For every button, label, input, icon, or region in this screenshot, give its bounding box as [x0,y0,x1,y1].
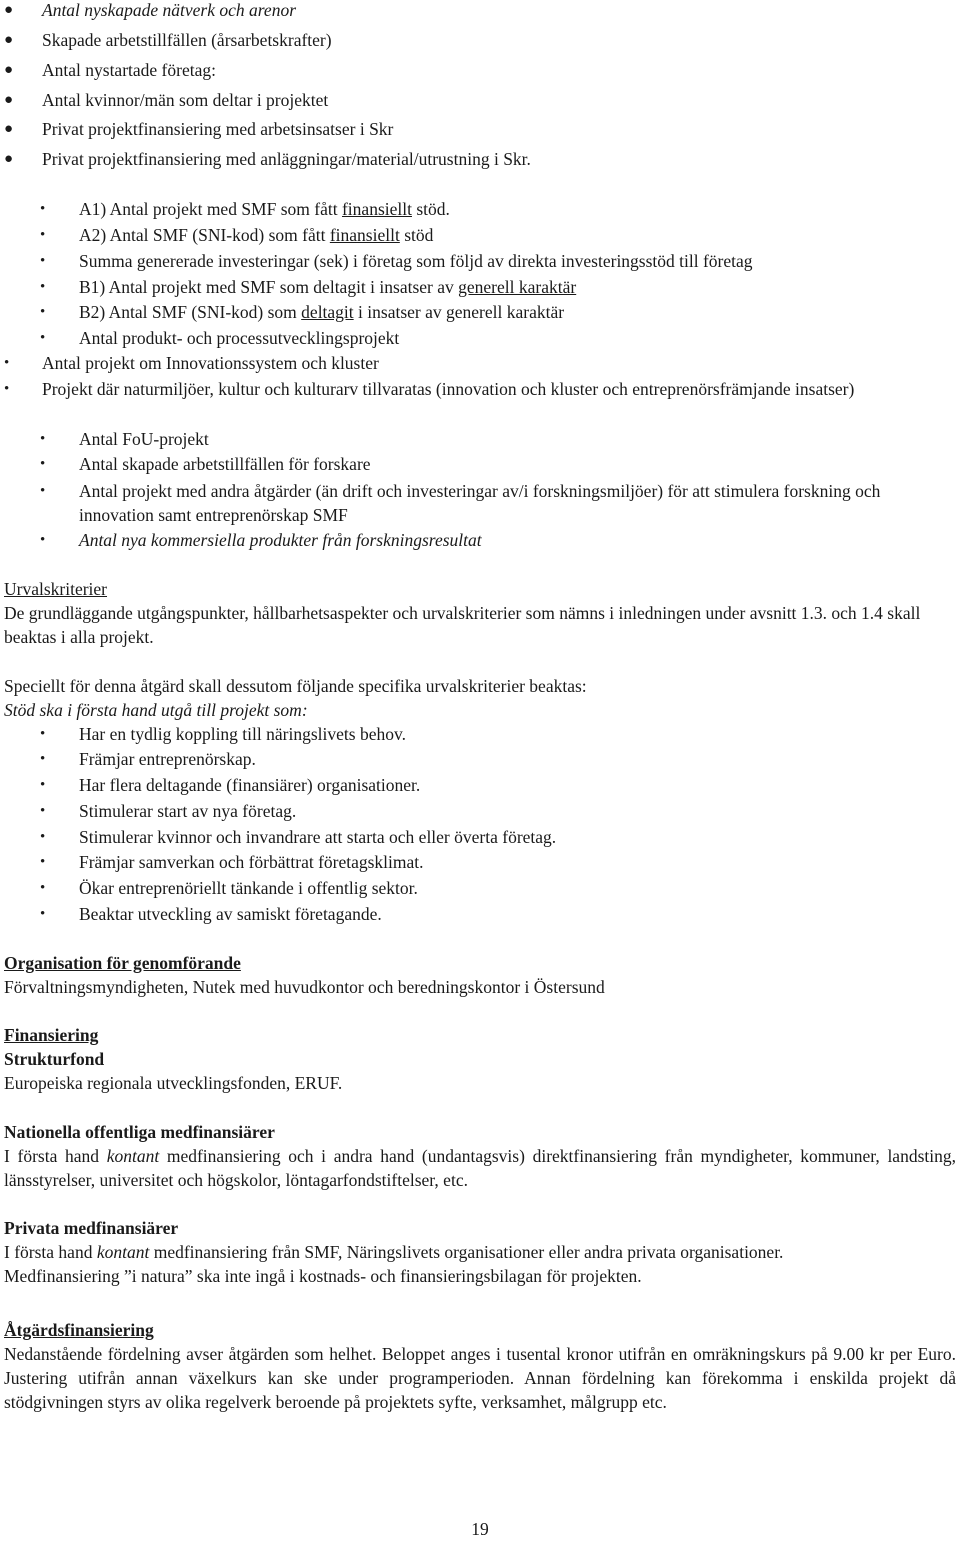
list-item: Antal kvinnor/män som deltar i projektet [42,90,329,110]
section-heading: Urvalskriterier [4,579,108,599]
list-item: Antal skapade arbetstillfällen för forskare [79,454,371,474]
bullet-icon: • [4,381,10,397]
bullet-icon: • [40,279,46,295]
list-item: Antal produkt- och processutvecklingsprojekt [79,328,400,348]
bullet-icon: • [40,854,46,870]
section-specific-criteria [4,674,956,722]
list-item: Stimulerar start av nya företag. [79,801,297,821]
list-item: Har flera deltagande (finansiärer) organisationer. [79,775,421,795]
section-heading: Privata medfinansiärer [4,1218,179,1238]
paragraph: De grundläggande utgångspunkter, hållbarhetsaspekter och urvalskriterier som nämns i inledningen under avsnitt 1.3. och 1.4 skall beaktas i alla projekt. [4,603,921,647]
bullet-icon: • [40,304,46,320]
list-item: Beaktar utveckling av samiskt företagande. [79,904,382,924]
bullet-icon: ● [4,92,14,108]
list-item: Privat projektfinansiering med arbetsinsatser i Skr [42,119,394,139]
list-item: Har en tydlig koppling till näringslivets behov. [79,724,406,744]
bullet-icon: • [40,751,46,767]
bullet-icon: • [40,803,46,819]
list-item: A2) Antal SMF (SNI-kod) som fått finansiellt stöd [79,225,434,245]
list-item: Främjar entreprenörskap. [79,749,256,769]
section-subheading: Strukturfond [4,1049,105,1069]
bullet-icon: • [40,906,46,922]
bullet-icon: • [40,532,46,548]
list-item: Antal nya kommersiella produkter från forskningsresultat [79,530,482,550]
bullet-icon: • [40,456,46,472]
list-item: Ökar entreprenöriellt tänkande i offentlig sektor. [79,878,418,898]
paragraph: Speciellt för denna åtgärd skall dessutom följande specifika urvalskriterier beaktas: [4,676,587,696]
bullet-icon: • [40,330,46,346]
list-item: Skapade arbetstillfällen (årsarbetskrafter) [42,30,332,50]
list-item: Antal nyskapade nätverk och arenor [42,0,297,20]
bullet-icon: • [40,227,46,243]
bullet-icon: • [40,726,46,742]
bullet-icon: • [40,201,46,217]
list-item: Antal projekt med andra åtgärder (än drift och investeringar av/i forskningsmiljöer) för att stimulera forskning och innovation samt entreprenörskap SMF [79,481,881,525]
bullet-icon: • [40,253,46,269]
section-nationella [4,1120,956,1192]
subtitle: Stöd ska i första hand utgå till projekt som: [4,700,308,720]
list-item: Antal nystartade företag: [42,60,216,80]
bullet-icon: ● [4,2,14,18]
list-item: Projekt där naturmiljöer, kultur och kulturarv tillvaratas (innovation och kluster och entreprenörsfrämjande insatser) [42,379,855,399]
paragraph: I första hand kontant medfinansiering från SMF, Näringslivets organisationer eller andra privata organisationer. [4,1242,784,1262]
list-item: Främjar samverkan och förbättrat företagsklimat. [79,852,424,872]
section-heading: Organisation för genomförande [4,953,241,973]
paragraph: Nedanstående fördelning avser åtgärden som helhet. Beloppet anges i tusental kronor utifrån en omräkningskurs på 9.00 kr per Euro. Justering utifrån annan växelkurs kan ske under programperioden. Annan fördelning kan förekomma i enskilda projekt då stödgivningen styrs av olika regelverk beroende på projektets syfte, verksamhet, målgrupp etc. [4,1344,956,1412]
list-item: Antal FoU-projekt [79,429,209,449]
bullet-icon: • [40,483,46,499]
section-urvalskriterier [4,577,956,649]
paragraph: Medfinansiering ”i natura” ska inte ingå i kostnads- och finansieringsbilagan för projekten. [4,1266,642,1286]
list-item: B1) Antal projekt med SMF som deltagit i insatser av generell karaktär [79,277,577,297]
bullet-icon: • [40,777,46,793]
section-privata [4,1216,956,1288]
section-atgardsfinansiering [4,1318,956,1414]
bullet-icon: ● [4,151,14,167]
list-item: A1) Antal projekt med SMF som fått finansiellt stöd. [79,199,450,219]
list-item: Antal projekt om Innovationssystem och kluster [42,353,379,373]
bullet-icon: ● [4,62,14,78]
section-finansiering [4,1023,956,1095]
section-organisation [4,951,956,999]
section-heading: Åtgärdsfinansiering [4,1320,154,1340]
bullet-icon: • [4,355,10,371]
section-heading: Finansiering [4,1025,99,1045]
paragraph: I första hand kontant medfinansiering och i andra hand (undantagsvis) direktfinansiering från myndigheter, kommuner, landsting, länsstyrelser, universitet och högskolor, löntagarfondstiftelser, etc. [4,1146,956,1190]
section-heading: Nationella offentliga medfinansiärer [4,1122,275,1142]
list-item: Summa genererade investeringar (sek) i företag som följd av direkta investeringsstöd till företag [79,251,753,271]
list-item: B2) Antal SMF (SNI-kod) som deltagit i insatser av generell karaktär [79,302,565,322]
bullet-icon: ● [4,32,14,48]
page-number: 19 [471,1519,489,1539]
paragraph: Europeiska regionala utvecklingsfonden, ERUF. [4,1073,343,1093]
bullet-icon: • [40,431,46,447]
list-item: Privat projektfinansiering med anläggningar/material/utrustning i Skr. [42,149,531,169]
paragraph: Förvaltningsmyndigheten, Nutek med huvudkontor och beredningskontor i Östersund [4,977,605,997]
bullet-icon: • [40,880,46,896]
bullet-icon: ● [4,121,14,137]
list-item: Stimulerar kvinnor och invandrare att starta och eller överta företag. [79,827,557,847]
bullet-icon: • [40,829,46,845]
